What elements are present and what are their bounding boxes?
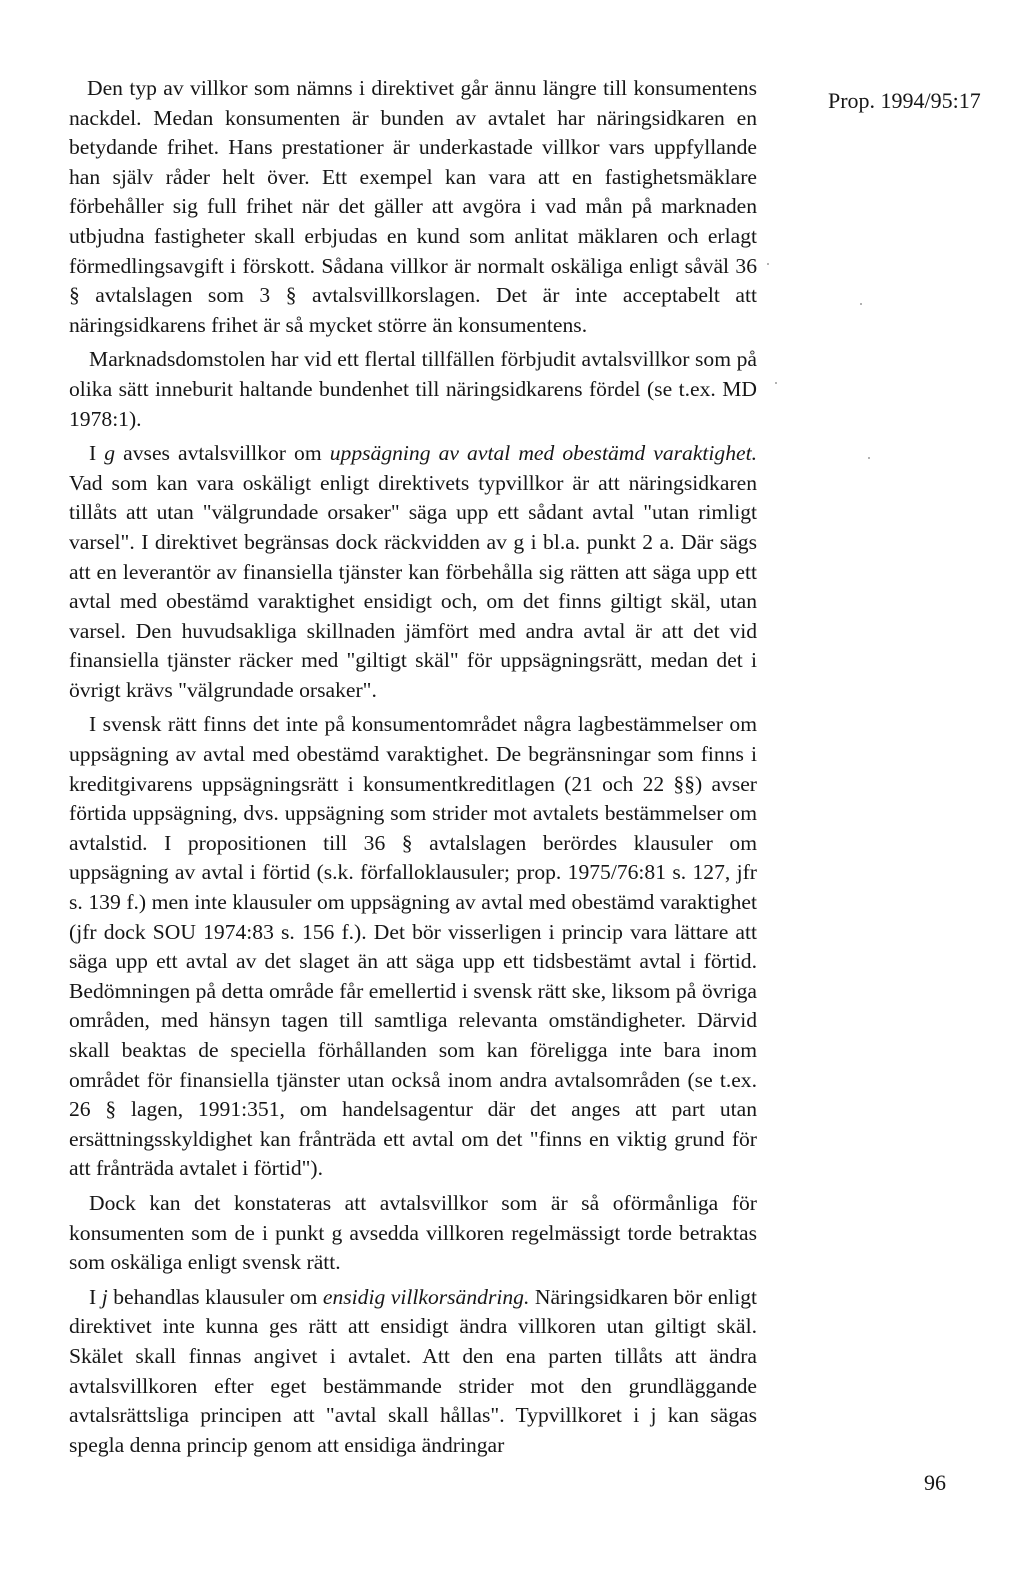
scan-speck [775,382,777,384]
paragraph-2 [69,345,757,434]
paragraph-6 [69,1283,757,1461]
scan-speck [767,263,769,265]
paragraph-1 [69,74,757,340]
paragraph-1-text: Den typ av villkor som nämns i direktivet går ännu längre till konsumentens nackdel. Medan konsumenten är bunden av avtalet har näringsidkaren en betydande frihet. Hans prestationer är underkastade villkor vars uppfyllande han själv råder helt över. Ett exempel kan vara att en fastighetsmäklare förbehåller sig full frihet när det gäller att avgöra i vad mån på marknaden utbjudna fastigheter skall erbjudas en kund som anlitat mäklaren och erlagt förmedlingsavgift i förskott. Sådana villkor är normalt oskäliga enligt såväl 36 § avtalslagen som 3 § avtalsvillkorslagen. Det är inte acceptabelt att näringsidkarens frihet är så mycket större än konsumentens. [69,76,757,337]
paragraph-3-run-1: I [89,441,105,466]
paragraph-5-text: Dock kan det konstateras att avtalsvillkor som är så oförmånliga för konsumenten som de i punkt g avsedda villkoren regelmässigt torde betraktas som oskäliga enligt svensk rätt. [69,1190,757,1275]
paragraph-3 [69,439,757,705]
scan-speck [860,303,862,305]
paragraph-4-text: I svensk rätt finns det inte på konsumentområdet några lagbestämmelser om uppsägning av avtal med obestämd varaktighet. De begränsningar som finns i kreditgivarens uppsägningsrätt i konsumentkreditlagen (21 och 22 §§) avser förtida uppsägning, dvs. uppsägning som strider mot avtalets bestämmelser om avtalstid. I propositionen till 36 § avtalslagen berördes klausuler om uppsägning av avtal i förtid (s.k. förfalloklausuler; prop. 1975/76:81 s. 127, jfr s. 139 f.) men inte klausuler om uppsägning av avtal med obestämd varaktighet (jfr dock SOU 1974:83 s. 156 f.). Det bör visserligen i princip vara lättare att säga upp ett avtal av det slaget än att säga upp ett tidsbestämt avtal i förtid. Bedömningen på detta område får emellertid i svensk rätt ske, liksom på övriga områden, med hänsyn tagen till samtliga relevanta omständigheter. Därvid skall beaktas de speciella förhållanden som kan föreligga inte bara inom området för finansiella tjänster utan också inom andra avtalsområden (se t.ex. 26 § lagen, 1991:351, om handelsagentur där det anges att part utan ersättningsskyldighet kan frånträda ett avtal om det "finns en viktig grund för att frånträda avtalet i förtid"). [69,712,757,1181]
page-number: 96 [924,1470,946,1495]
paragraph-3-item-letter: g [104,441,116,466]
paragraph-6-run-5: Näringsidkaren bör enligt direktivet inte kunna ges rätt att ensidigt ändra villkoren utan giltigt skäl. Skälet skall finnas angivet i avtalet. Att den ena parten tillåts att ändra avtalsvillkoren efter eget bestämmande strider mot den grundläggande avtalsrättsliga principen att "avtal skall hållas". Typvillkoret i j kan sägas spegla denna princip genom att ensidiga ändringar [69,1284,757,1457]
body-text [69,74,757,1460]
paragraph-3-run-5: Vad som kan vara oskäligt enligt direktivets typvillkor är att näringsidkaren tillåts att utan "välgrundade orsaker" säga upp ett sådant avtal "utan rimligt varsel". I direktivet begränsas dock räckvidden av g i bl.a. punkt 2 a. Där sägs att en leverantör av finansiella tjänster kan förbehålla sig rätten att säga upp ett avtal med obestämd varaktighet ensidigt och, om det finns giltigt skäl, utan varsel. Den huvudsakliga skillnaden jämfört med andra avtal är att det vid finansiella tjänster räcker med "giltigt skäl" för uppsägningsrätt, medan det i övrigt krävs "välgrundade orsaker". [69,470,757,702]
paragraph-5 [69,1189,757,1278]
paragraph-6-run-3: behandlas klausuler om [107,1284,323,1309]
scan-speck [868,457,870,459]
paragraph-6-topic: ensidig villkorsändring. [322,1284,530,1309]
paragraph-6-run-1: I [89,1284,102,1309]
paragraph-4 [69,710,757,1184]
paragraph-2-text: Marknadsdomstolen har vid ett flertal tillfällen förbjudit avtalsvillkor som på olika sätt inneburit haltande bundenhet till näringsidkarens fördel (se t.ex. MD 1978:1). [69,347,757,431]
paragraph-3-topic: uppsägning av avtal med obestämd varaktighet. [329,441,757,466]
proposition-reference: Prop. 1994/95:17 [828,88,981,113]
paragraph-6-item-letter: j [101,1284,108,1309]
paragraph-3-run-3: avses avtalsvillkor om [115,441,330,466]
